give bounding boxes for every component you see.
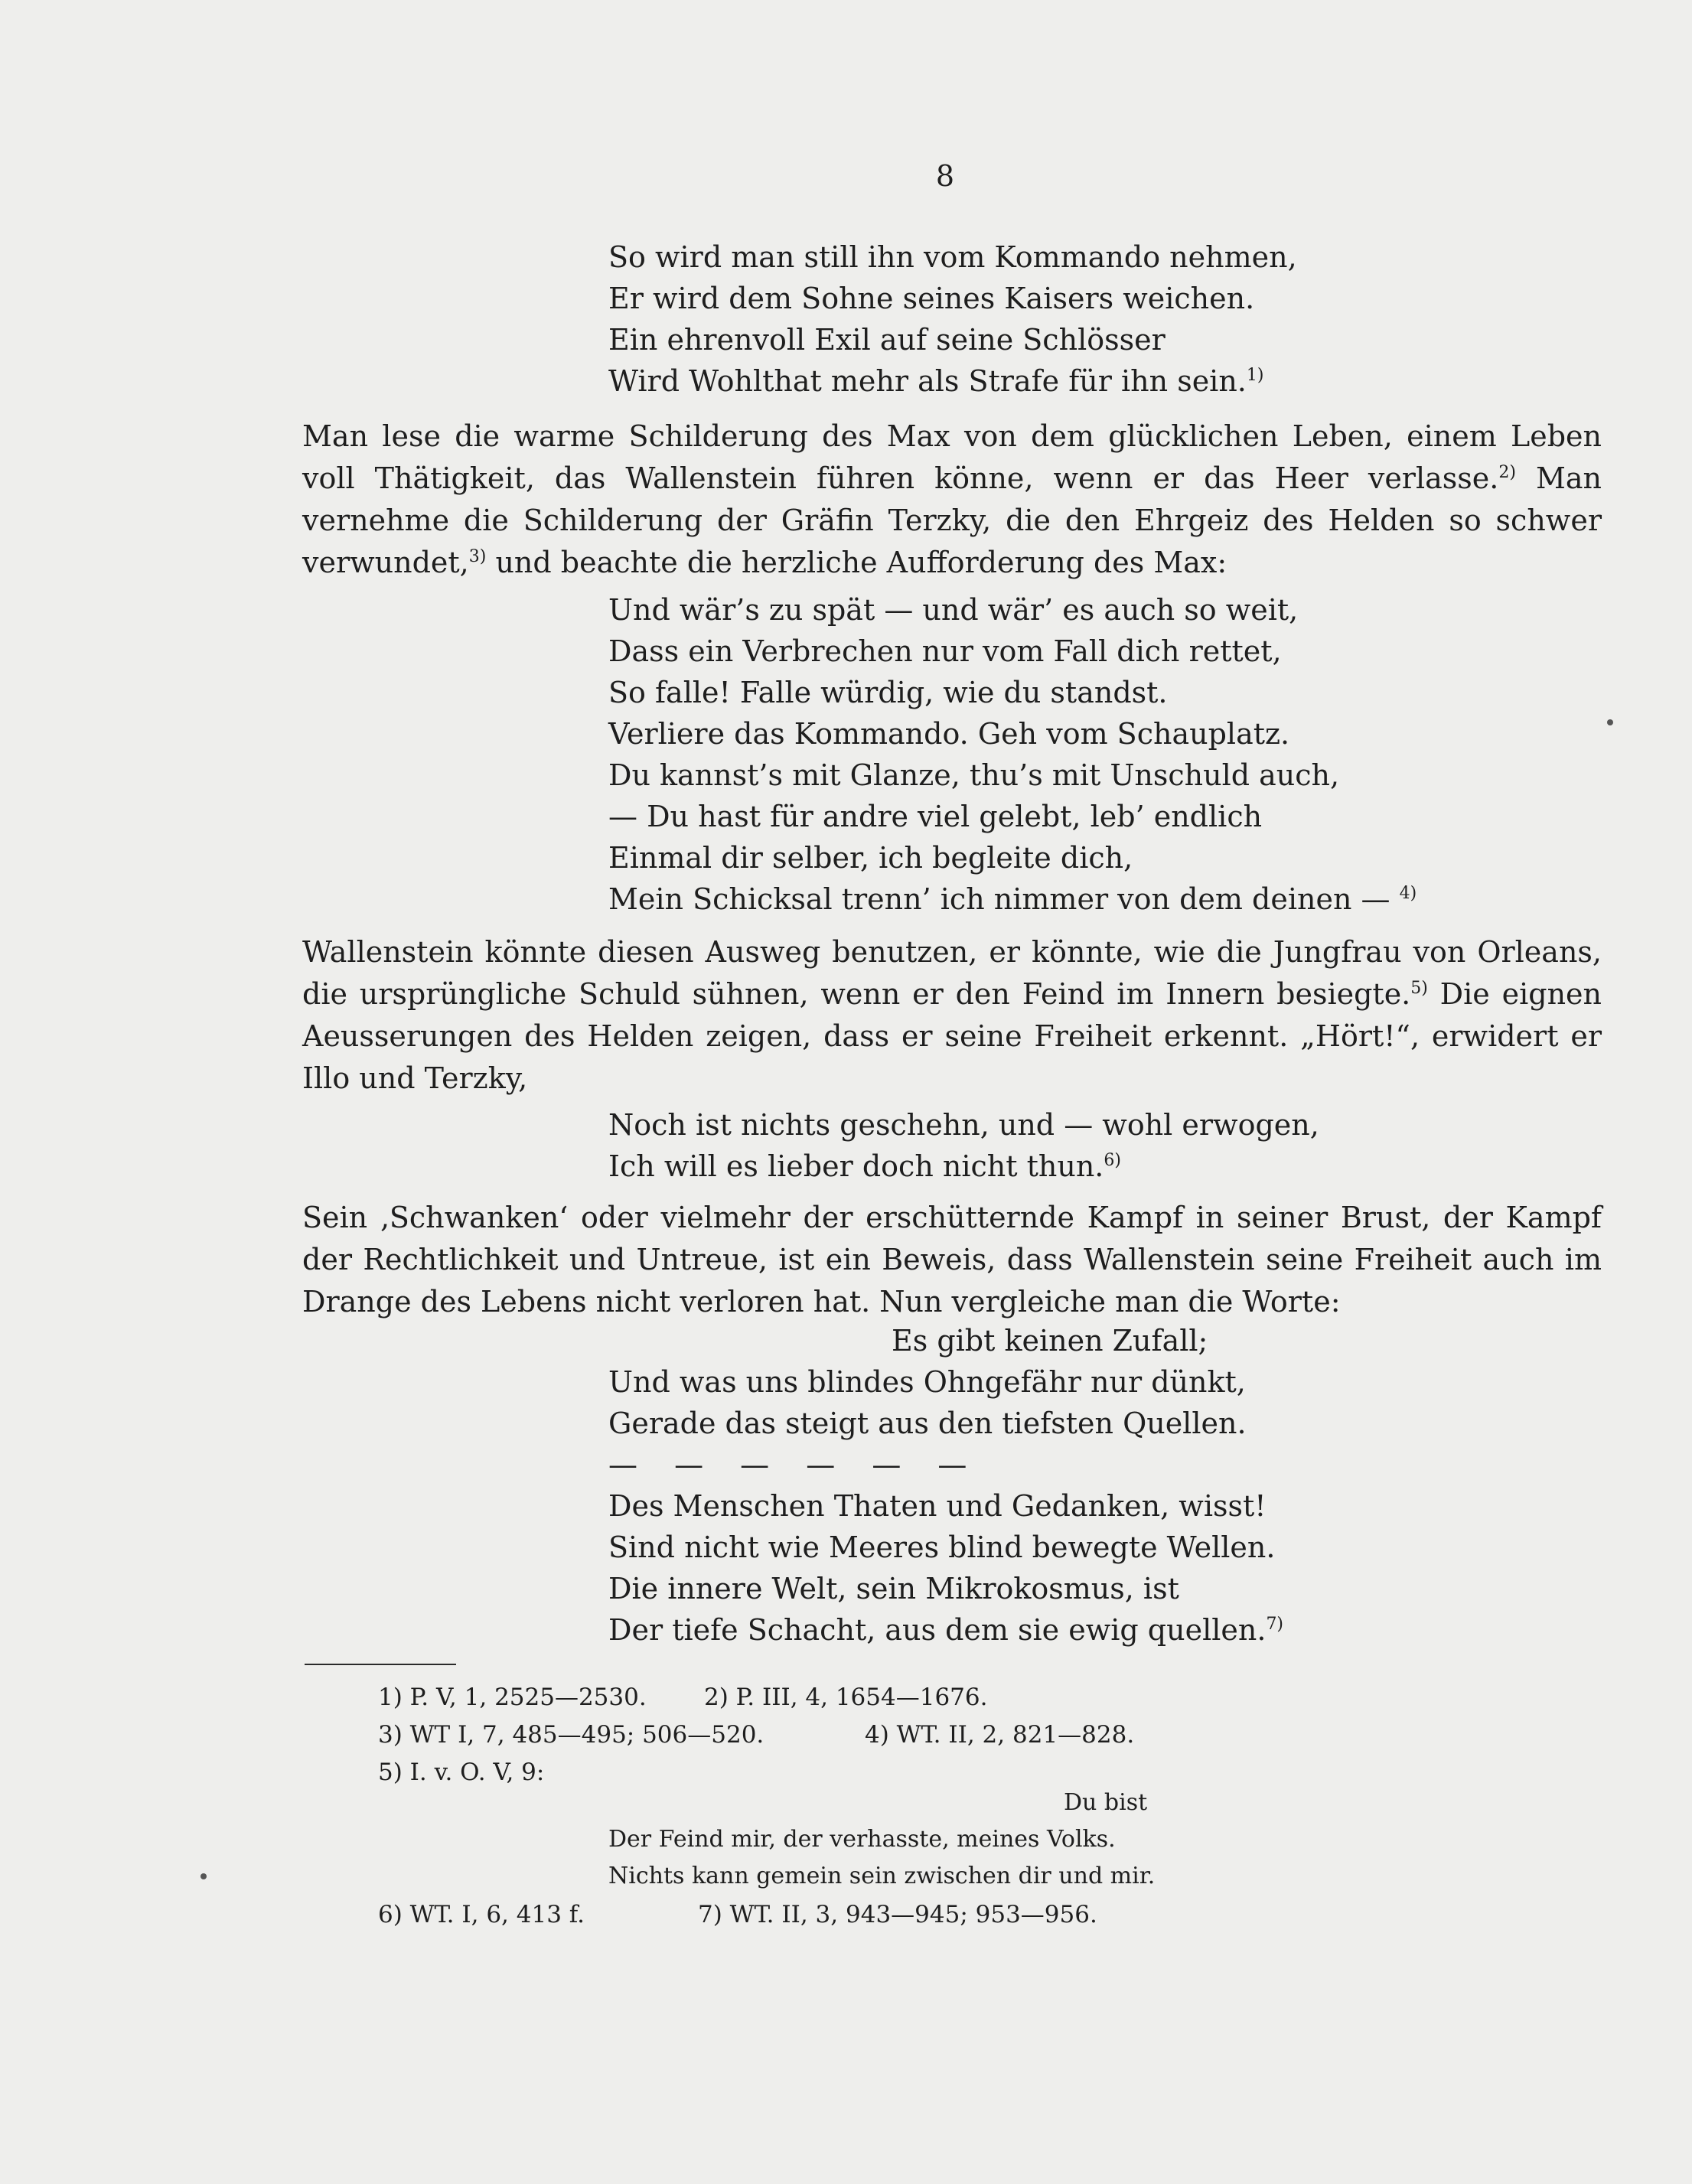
footnote-2: 2) P. III, 4, 1654—1676.: [704, 1684, 988, 1711]
verse-line: So falle! Falle würdig, wie du standst.: [608, 676, 1168, 709]
footnote-5: 5) I. v. O. V, 9:: [378, 1759, 545, 1786]
page-number: 8: [935, 159, 955, 193]
verse-line: Ein ehrenvoll Exil auf seine Schlösser: [608, 323, 1165, 357]
paragraph-3: Sein ‚Schwanken‘ oder vielmehr der erschütternde Kampf in seiner Brust, der Kampf der Rechtlichkeit und Untreue, ist ein Beweis, dass Wallenstein seine Freiheit auch im Drange des Lebens nicht verloren hat. Nun vergleiche man die Worte:: [302, 1201, 1602, 1319]
verse-line: Und was uns blindes Ohngefähr nur dünkt,: [608, 1365, 1246, 1399]
verse-block-3: [608, 1104, 1603, 1187]
footnote-5-quote-line: Nichts kann gemein sein zwischen dir und mir.: [608, 1863, 1156, 1889]
verse-line: Verliere das Kommando. Geh vom Schauplatz.: [608, 717, 1290, 751]
verse-line: Du kannst’s mit Glanze, thu’s mit Unschuld auch,: [608, 758, 1340, 792]
verse-block-1: [608, 236, 1603, 402]
verse-line: Wird Wohlthat mehr als Strafe für ihn sein.$^{1)}$: [608, 364, 1264, 398]
verse-line: Die innere Welt, sein Mikrokosmus, ist: [608, 1572, 1179, 1605]
paragraph-2: Wallenstein könnte diesen Ausweg benutzen, er könnte, wie die Jungfrau von Orleans, die ursprüngliche Schuld sühnen, wenn er den Feind im Innern besiegte.$^{5)}$ Die eignen Aeusserungen des Helden zeigen, dass er seine Freiheit erkennt. „Hört!“, erwidert er Illo und Terzky,: [302, 935, 1602, 1095]
verse-line: Ich will es lieber doch nicht thun.$^{6)}$: [608, 1149, 1121, 1183]
footnote-ref: 5): [1410, 979, 1428, 998]
verse-line: Sind nicht wie Meeres blind bewegte Wellen.: [608, 1530, 1276, 1564]
verse-line: So wird man still ihn vom Kommando nehmen,: [608, 240, 1297, 274]
verse-line: Mein Schicksal trenn’ ich nimmer von dem deinen — $^{4)}$: [608, 882, 1417, 916]
footnote-rule: [305, 1664, 456, 1665]
footnote-1: 1) P. V, 1, 2525—2530.: [378, 1684, 647, 1711]
verse-line: Gerade das steigt aus den tiefsten Quellen.: [608, 1407, 1247, 1440]
footnote-5-quote-line: Du bist: [1064, 1789, 1148, 1816]
verse-line: Der tiefe Schacht, aus dem sie ewig quellen.$^{7)}$: [608, 1613, 1284, 1647]
verse-block-2: [608, 589, 1603, 920]
verse-4-first-line: Es gibt keinen Zufall;: [892, 1324, 1208, 1358]
footnote-ref: 7): [1266, 1615, 1284, 1634]
verse-line: Noch ist nichts geschehn, und — wohl erwogen,: [608, 1108, 1319, 1142]
paragraph-1: Man lese die warme Schilderung des Max von dem glücklichen Leben, einem Leben voll Thätigkeit, das Wallenstein führen könne, wenn er das Heer verlasse.$^{2)}$ Man vernehme die Schilderung der Gräfin Terzky, die den Ehrgeiz des Helden so schwer verwundet,$^{3)}$ und beachte die herzliche Aufforderung des Max:: [302, 419, 1602, 579]
footnote-7: 7) WT. II, 3, 943—945; 953—956.: [698, 1901, 1097, 1928]
footnote-ref: 6): [1104, 1151, 1121, 1170]
footnote-6: 6) WT. I, 6, 413 f.: [378, 1901, 585, 1928]
footnote-5-quote-line: Der Feind mir, der verhasste, meines Volks.: [608, 1826, 1116, 1853]
scan-speck: [200, 1873, 207, 1879]
verse-line: Des Menschen Thaten und Gedanken, wisst!: [608, 1489, 1267, 1523]
footnote-ref: 3): [468, 547, 487, 566]
scan-speck: [1607, 719, 1613, 725]
verse-line: Einmal dir selber, ich begleite dich,: [608, 841, 1133, 875]
footnote-ref: 4): [1399, 884, 1417, 903]
footnote-3: 3) WT I, 7, 485—495; 506—520.: [378, 1721, 764, 1749]
verse-line: Dass ein Verbrechen nur vom Fall dich rettet,: [608, 634, 1282, 668]
verse-line: — — — — — —: [608, 1448, 981, 1482]
verse-line: Er wird dem Sohne seines Kaisers weichen.: [608, 282, 1255, 315]
footnote-ref: 1): [1246, 366, 1264, 385]
verse-line: Und wär’s zu spät — und wär’ es auch so weit,: [608, 593, 1299, 627]
verse-block-4: [608, 1361, 1603, 1651]
verse-line: — Du hast für andre viel gelebt, leb’ endlich: [608, 800, 1263, 833]
footnote-4: 4) WT. II, 2, 821—828.: [865, 1721, 1135, 1749]
footnote-ref: 2): [1498, 463, 1516, 482]
